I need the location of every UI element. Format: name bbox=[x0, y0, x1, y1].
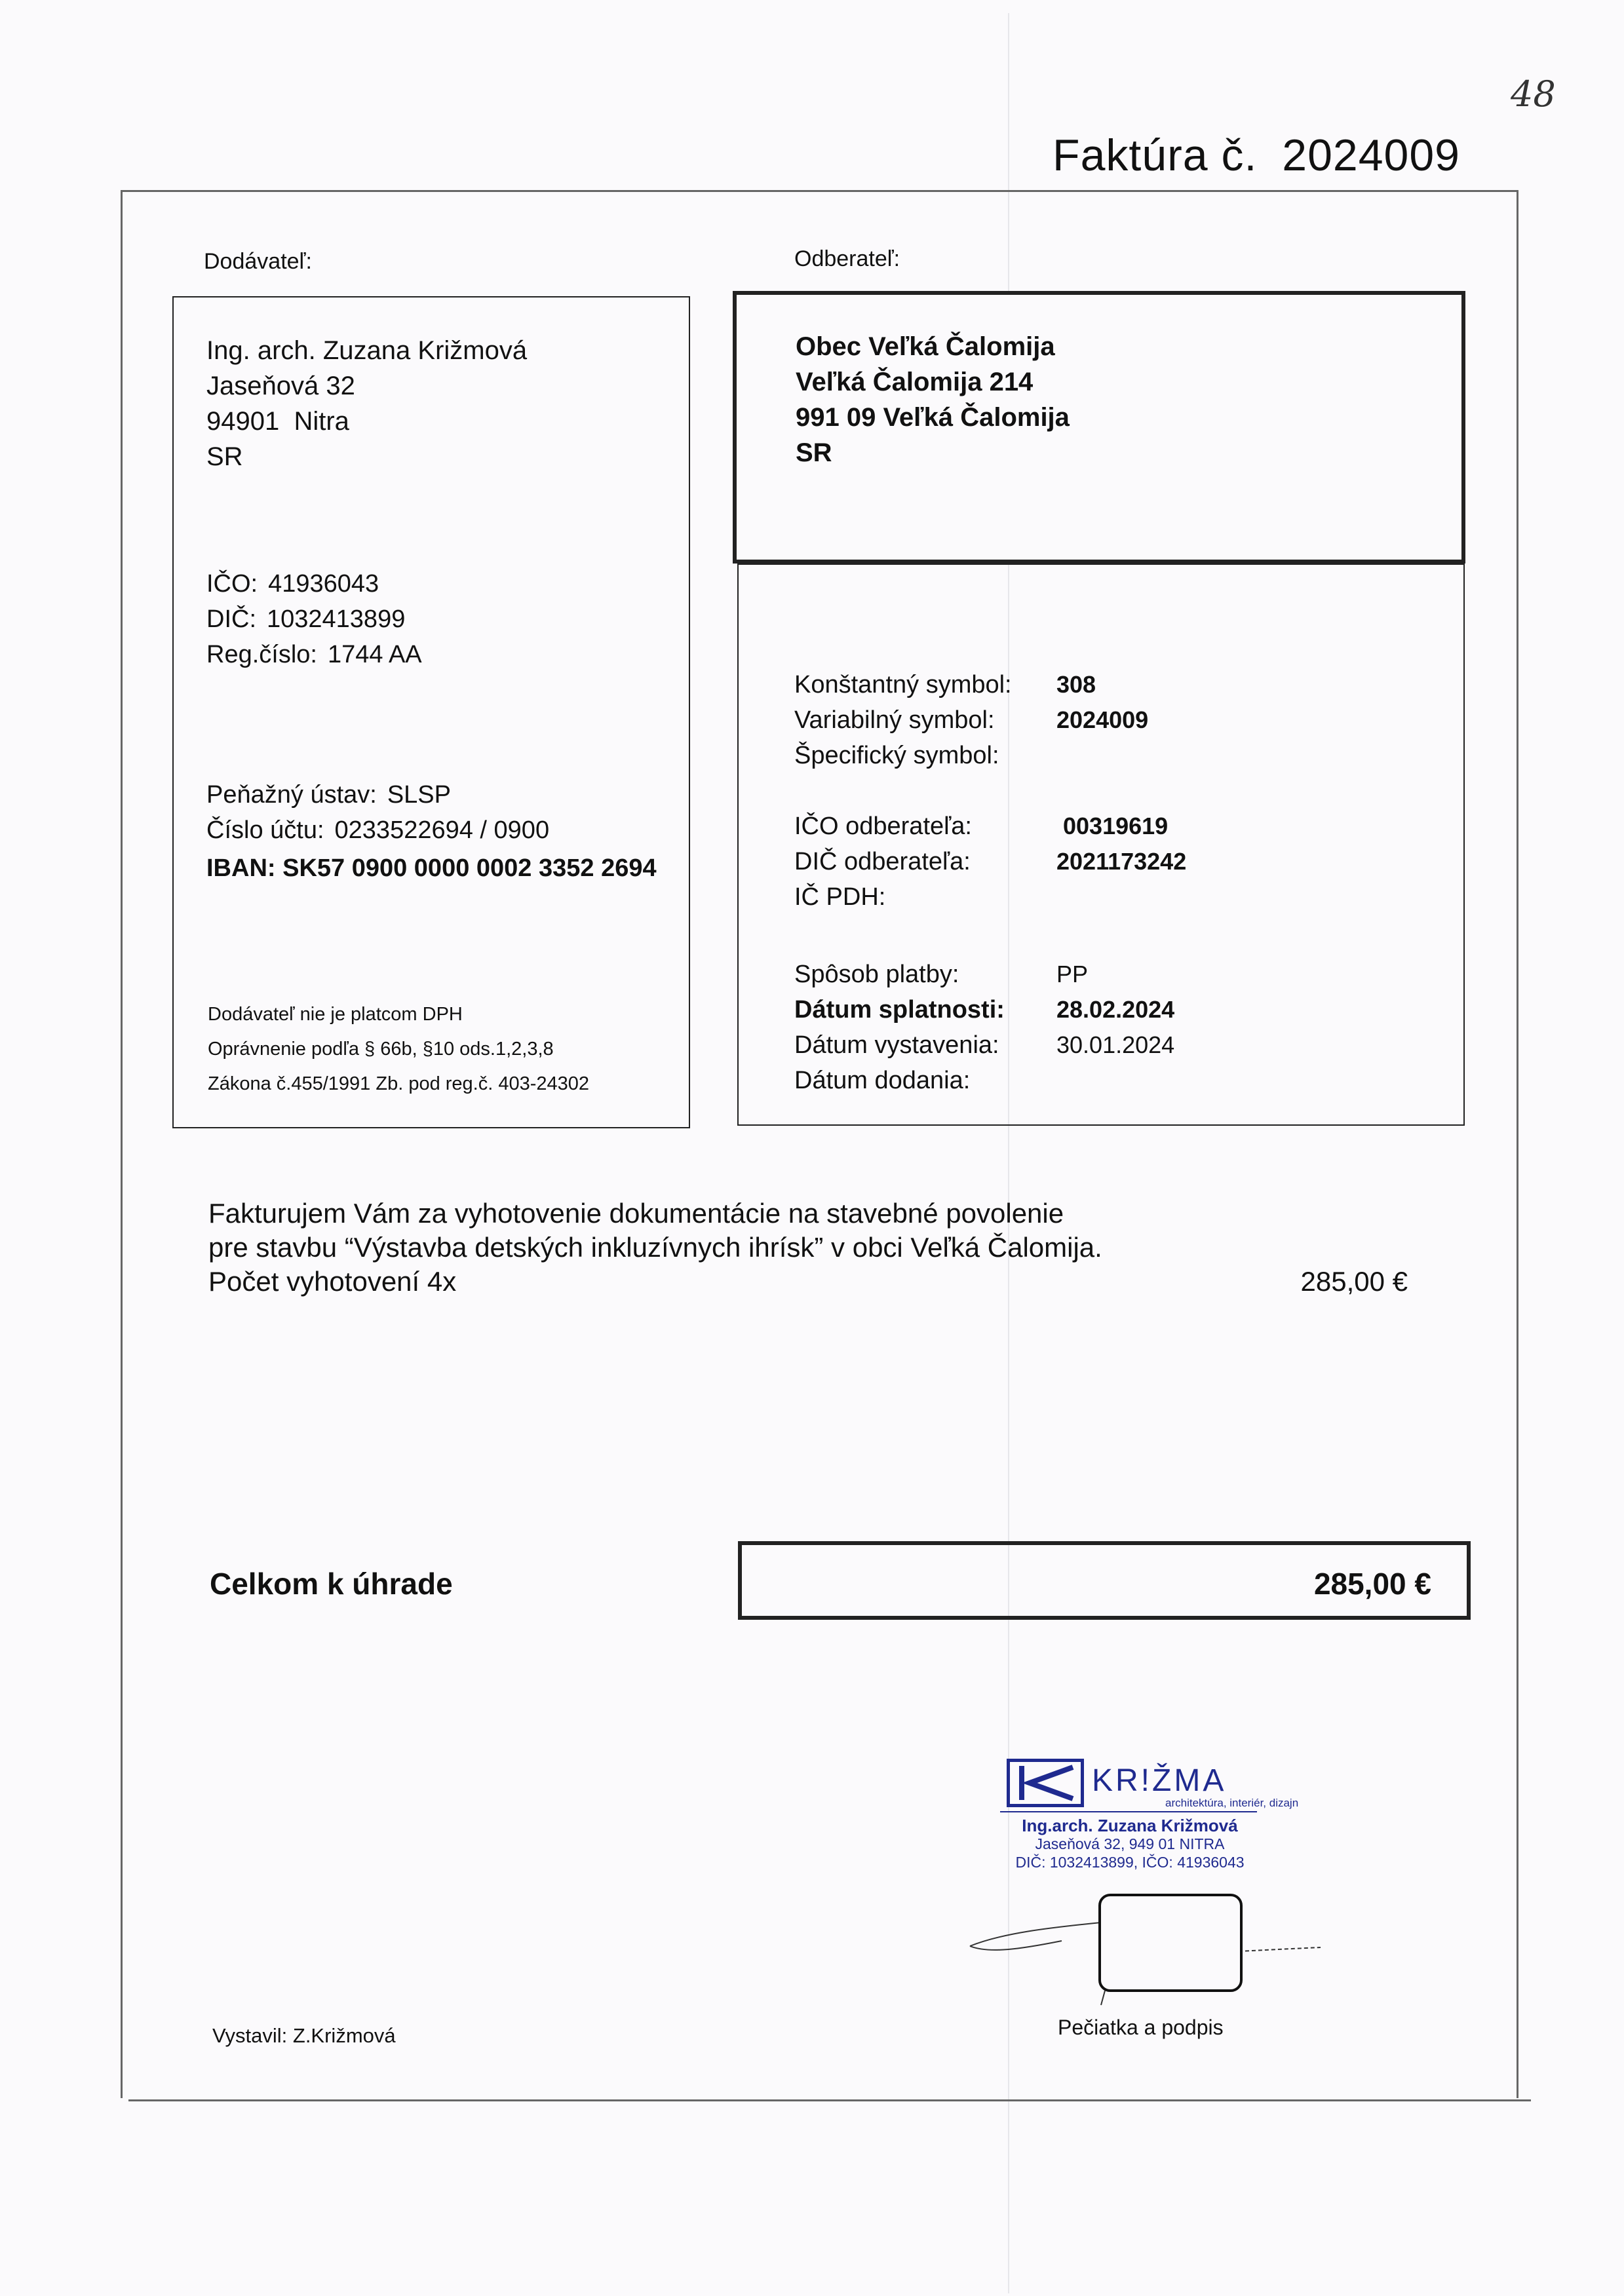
total-amount: 285,00 € bbox=[1313, 1567, 1431, 1601]
customer-id-label: IČ PDH: bbox=[794, 883, 886, 911]
payment-block bbox=[794, 957, 1384, 1098]
payment-row bbox=[794, 957, 1384, 992]
item-line-1: Fakturujem Vám za vyhotovenie dokumentácie na stavebné povolenie bbox=[208, 1198, 1064, 1229]
supplier-country: SR bbox=[206, 442, 243, 471]
stamp-brand: KR!ŽMA bbox=[1092, 1763, 1227, 1798]
payment-label: Spôsob platby: bbox=[794, 961, 959, 988]
customer-heading: Odberateľ: bbox=[794, 246, 900, 271]
issued-by: Vystavil: Z.Križmová bbox=[212, 2024, 396, 2047]
symbol-value: 2024009 bbox=[1056, 706, 1149, 733]
supplier-ico-label: IČO: bbox=[206, 570, 258, 598]
payment-row bbox=[794, 1027, 1384, 1063]
item-amount: 285,00 € bbox=[1300, 1266, 1408, 1297]
stamp-logo-icon bbox=[1007, 1759, 1084, 1807]
customer-id-row bbox=[794, 879, 1384, 915]
vat-note-line-1: Dodávateľ nie je platcom DPH bbox=[208, 1004, 463, 1025]
symbol-label: Konštantný symbol: bbox=[794, 671, 1012, 698]
supplier-name: Ing. arch. Zuzana Križmová bbox=[206, 336, 528, 365]
payment-label: Dátum dodania: bbox=[794, 1067, 971, 1094]
invoice-number: 2024009 bbox=[1282, 130, 1460, 180]
k-arrow-icon bbox=[1010, 1762, 1081, 1804]
customer-id-row bbox=[794, 809, 1384, 844]
supplier-ids bbox=[206, 566, 422, 672]
handwritten-page-number: 48 bbox=[1511, 73, 1556, 115]
symbols-block bbox=[794, 667, 1384, 773]
customer-id-label: IČO odberateľa: bbox=[794, 813, 972, 840]
stamp-signature-label: Pečiatka a podpis bbox=[1058, 2016, 1224, 2039]
symbol-label: Variabilný symbol: bbox=[794, 706, 995, 734]
supplier-city: 94901 Nitra bbox=[206, 407, 349, 436]
supplier-heading: Dodávateľ: bbox=[204, 249, 312, 274]
customer-name: Obec Veľká Čalomija bbox=[796, 332, 1055, 361]
payment-row bbox=[794, 1063, 1384, 1098]
supplier-bank-label: Peňažný ústav: bbox=[206, 781, 377, 809]
payment-value: 30.01.2024 bbox=[1056, 1031, 1175, 1058]
supplier-account-value: 0233522694 / 0900 bbox=[334, 816, 550, 844]
supplier-account-label: Číslo účtu: bbox=[206, 816, 324, 844]
customer-id-value: 2021173242 bbox=[1056, 848, 1187, 875]
supplier-reg-row bbox=[206, 637, 422, 672]
vat-note-line-3: Zákona č.455/1991 Zb. pod reg.č. 403-24302 bbox=[208, 1073, 590, 1094]
supplier-account-row bbox=[206, 813, 657, 848]
supplier-bank-value: SLSP bbox=[387, 781, 451, 809]
supplier-dic-row bbox=[206, 602, 422, 637]
customer-street: Veľká Čalomija 214 bbox=[796, 368, 1034, 396]
vat-note-line-2: Oprávnenie podľa § 66b, §10 ods.1,2,3,8 bbox=[208, 1039, 554, 1060]
payment-label: Dátum vystavenia: bbox=[794, 1031, 999, 1059]
stamp-rule bbox=[1000, 1811, 1257, 1812]
total-box bbox=[738, 1541, 1471, 1620]
vat-note bbox=[208, 997, 589, 1101]
signature-redaction bbox=[1098, 1894, 1243, 1992]
frame-bottom-rule bbox=[128, 2099, 1531, 2101]
item-line-2: pre stavbu “Výstavba detských inkluzívnych ihrísk” v obci Veľká Čalomija. bbox=[208, 1232, 1102, 1263]
customer-city: 991 09 Veľká Čalomija bbox=[796, 403, 1070, 432]
symbol-value: 308 bbox=[1056, 671, 1096, 698]
total-label: Celkom k úhrade bbox=[210, 1567, 453, 1601]
supplier-ico-value: 41936043 bbox=[268, 570, 379, 598]
customer-id-value: 00319619 bbox=[1063, 813, 1169, 839]
stamp-ids: DIČ: 1032413899, IČO: 41936043 bbox=[1015, 1854, 1245, 1871]
supplier-box bbox=[172, 296, 690, 1128]
stamp-details bbox=[999, 1816, 1261, 1871]
supplier-bank bbox=[206, 777, 657, 886]
payment-row-due bbox=[794, 992, 1384, 1027]
customer-ids-block bbox=[794, 809, 1384, 915]
symbol-row bbox=[794, 702, 1384, 738]
supplier-bank-row bbox=[206, 777, 657, 813]
customer-country: SR bbox=[796, 438, 832, 467]
stamp-tagline: architektúra, interiér, dizajn bbox=[1165, 1797, 1299, 1809]
customer-id-label: DIČ odberateľa: bbox=[794, 848, 971, 875]
item-line-3: Počet vyhotovení 4x bbox=[208, 1266, 457, 1297]
payment-value: 28.02.2024 bbox=[1056, 996, 1175, 1023]
supplier-dic-value: 1032413899 bbox=[267, 605, 406, 633]
stamp-name: Ing.arch. Zuzana Križmová bbox=[1022, 1816, 1238, 1835]
supplier-reg-label: Reg.číslo: bbox=[206, 641, 317, 668]
supplier-dic-label: DIČ: bbox=[206, 605, 256, 633]
payment-label: Dátum splatnosti: bbox=[794, 996, 1005, 1024]
supplier-address bbox=[206, 333, 527, 474]
customer-box bbox=[733, 291, 1465, 564]
symbol-row bbox=[794, 738, 1384, 773]
supplier-reg-value: 1744 AA bbox=[327, 641, 422, 668]
stamp-address: Jaseňová 32, 949 01 NITRA bbox=[1035, 1835, 1225, 1852]
customer-id-row bbox=[794, 844, 1384, 879]
payment-value: PP bbox=[1056, 961, 1089, 987]
symbol-label: Špecifický symbol: bbox=[794, 742, 999, 769]
supplier-iban: IBAN: SK57 0900 0000 0002 3352 2694 bbox=[206, 854, 657, 882]
invoice-title bbox=[1053, 130, 1460, 181]
supplier-ico-row bbox=[206, 566, 422, 602]
item-description bbox=[208, 1196, 1102, 1299]
symbol-row bbox=[794, 667, 1384, 702]
customer-address bbox=[796, 329, 1070, 470]
supplier-street: Jaseňová 32 bbox=[206, 372, 355, 400]
invoice-title-label: Faktúra č. bbox=[1053, 130, 1258, 180]
